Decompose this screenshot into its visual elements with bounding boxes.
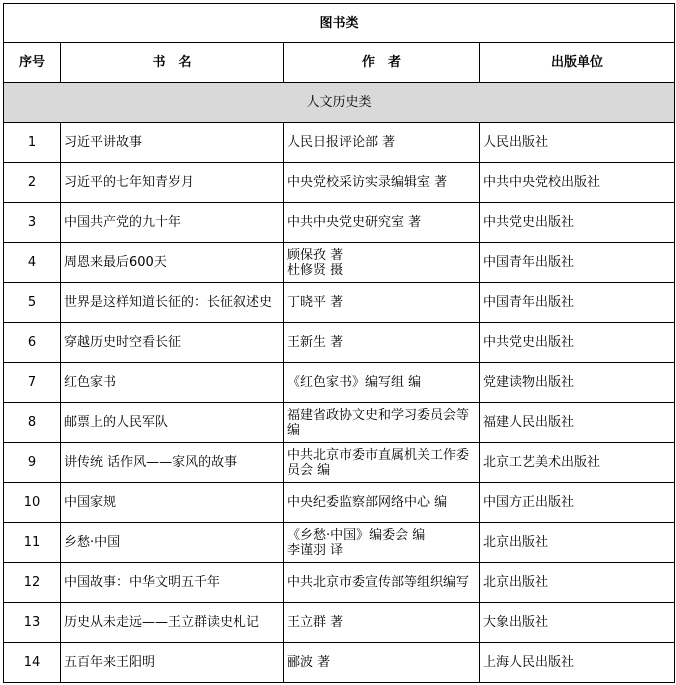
cell-seq: 3 bbox=[4, 203, 61, 243]
cell-author: 《红色家书》编写组 编 bbox=[284, 363, 480, 403]
cell-author: 福建省政协文史和学习委员会等 编 bbox=[284, 403, 480, 443]
cell-author: 中共北京市委宣传部等组织编写 bbox=[284, 563, 480, 603]
cell-book-title: 穿越历史时空看长征 bbox=[61, 323, 284, 363]
table-row bbox=[4, 483, 675, 523]
cell-seq: 10 bbox=[4, 483, 61, 523]
cell-seq: 5 bbox=[4, 283, 61, 323]
table-title: 图书类 bbox=[4, 4, 675, 43]
cell-publisher: 党建读物出版社 bbox=[480, 363, 675, 403]
table-row bbox=[4, 203, 675, 243]
cell-publisher: 福建人民出版社 bbox=[480, 403, 675, 443]
cell-seq: 6 bbox=[4, 323, 61, 363]
cell-book-title: 周恩来最后600天 bbox=[61, 243, 284, 283]
cell-author: 中共中央党史研究室 著 bbox=[284, 203, 480, 243]
table-row bbox=[4, 643, 675, 683]
cell-author: 顾保孜 著 杜修贤 摄 bbox=[284, 243, 480, 283]
section-label: 人文历史类 bbox=[4, 83, 675, 123]
cell-author: 中共北京市委市直属机关工作委员会 编 bbox=[284, 443, 480, 483]
cell-seq: 9 bbox=[4, 443, 61, 483]
table-row bbox=[4, 563, 675, 603]
cell-seq: 1 bbox=[4, 123, 61, 163]
cell-book-title: 世界是这样知道长征的：长征叙述史 bbox=[61, 283, 284, 323]
cell-author: 中央纪委监察部网络中心 编 bbox=[284, 483, 480, 523]
table-row bbox=[4, 283, 675, 323]
section-row bbox=[4, 83, 675, 123]
table-row bbox=[4, 443, 675, 483]
cell-book-title: 五百年来王阳明 bbox=[61, 643, 284, 683]
cell-author: 王新生 著 bbox=[284, 323, 480, 363]
header-seq: 序号 bbox=[4, 43, 61, 83]
table-row bbox=[4, 123, 675, 163]
cell-author: 王立群 著 bbox=[284, 603, 480, 643]
cell-book-title: 中国共产党的九十年 bbox=[61, 203, 284, 243]
cell-publisher: 中共党史出版社 bbox=[480, 323, 675, 363]
cell-book-title: 乡愁·中国 bbox=[61, 523, 284, 563]
cell-publisher: 中共中央党校出版社 bbox=[480, 163, 675, 203]
header-row bbox=[4, 43, 675, 83]
header-publisher: 出版单位 bbox=[480, 43, 675, 83]
cell-author: 丁晓平 著 bbox=[284, 283, 480, 323]
cell-book-title: 中国故事：中华文明五千年 bbox=[61, 563, 284, 603]
table-row bbox=[4, 403, 675, 443]
table-row bbox=[4, 163, 675, 203]
cell-publisher: 中共党史出版社 bbox=[480, 203, 675, 243]
cell-book-title: 习近平讲故事 bbox=[61, 123, 284, 163]
cell-publisher: 中国青年出版社 bbox=[480, 243, 675, 283]
cell-seq: 7 bbox=[4, 363, 61, 403]
cell-author: 《乡愁·中国》编委会 编 李谨羽 译 bbox=[284, 523, 480, 563]
cell-publisher: 北京出版社 bbox=[480, 523, 675, 563]
table-row bbox=[4, 323, 675, 363]
cell-seq: 14 bbox=[4, 643, 61, 683]
cell-publisher: 上海人民出版社 bbox=[480, 643, 675, 683]
cell-publisher: 中国青年出版社 bbox=[480, 283, 675, 323]
cell-seq: 12 bbox=[4, 563, 61, 603]
cell-book-title: 历史从未走远——王立群读史札记 bbox=[61, 603, 284, 643]
cell-author: 郦波 著 bbox=[284, 643, 480, 683]
cell-publisher: 人民出版社 bbox=[480, 123, 675, 163]
cell-publisher: 中国方正出版社 bbox=[480, 483, 675, 523]
cell-seq: 8 bbox=[4, 403, 61, 443]
cell-book-title: 习近平的七年知青岁月 bbox=[61, 163, 284, 203]
cell-publisher: 北京出版社 bbox=[480, 563, 675, 603]
cell-seq: 2 bbox=[4, 163, 61, 203]
cell-author: 中央党校采访实录编辑室 著 bbox=[284, 163, 480, 203]
cell-seq: 4 bbox=[4, 243, 61, 283]
cell-book-title: 中国家规 bbox=[61, 483, 284, 523]
cell-book-title: 邮票上的人民军队 bbox=[61, 403, 284, 443]
cell-publisher: 北京工艺美术出版社 bbox=[480, 443, 675, 483]
book-list-table bbox=[3, 3, 675, 683]
cell-author: 人民日报评论部 著 bbox=[284, 123, 480, 163]
table-row bbox=[4, 363, 675, 403]
cell-seq: 11 bbox=[4, 523, 61, 563]
cell-publisher: 大象出版社 bbox=[480, 603, 675, 643]
cell-book-title: 讲传统 话作风——家风的故事 bbox=[61, 443, 284, 483]
header-author: 作 者 bbox=[284, 43, 480, 83]
header-book: 书 名 bbox=[61, 43, 284, 83]
table-row bbox=[4, 523, 675, 563]
cell-seq: 13 bbox=[4, 603, 61, 643]
table-row bbox=[4, 603, 675, 643]
cell-book-title: 红色家书 bbox=[61, 363, 284, 403]
table-row bbox=[4, 243, 675, 283]
title-row bbox=[4, 4, 675, 43]
